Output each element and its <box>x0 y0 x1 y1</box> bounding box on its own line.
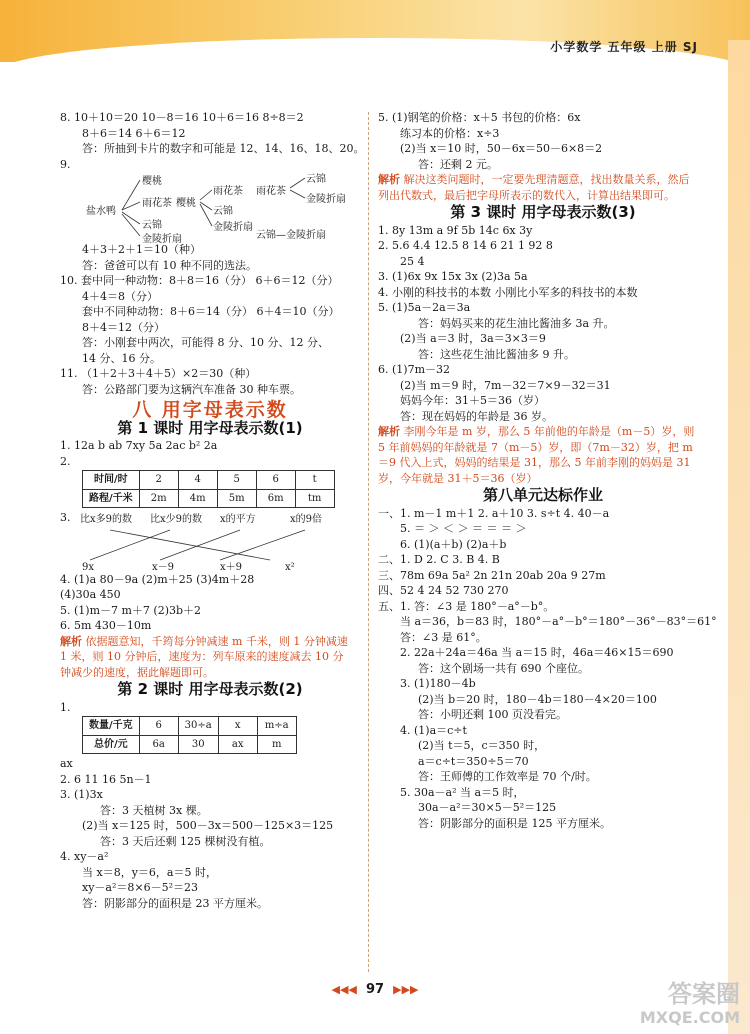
answer-line: (2)当 b＝20 时，180－4b＝180－4×20＝100 <box>418 692 657 706</box>
answer-line: (4)30a 450 <box>60 588 121 601</box>
answer-line: (2)当 x＝125 时，500－3x＝500－125×3＝125 <box>82 819 334 832</box>
tree-node: 雨花茶 <box>213 186 243 197</box>
answer-line: 11. （1＋2＋3＋4＋5）×2＝30（种） <box>60 367 257 380</box>
analysis-text: 依据题意知，千筠每分钟减速 m 千米，则 1 分钟减速 1 米，则 10 分钟后，速度为：列车原来的速度减去 10 分钟减少的速度，据此解题即可。 <box>60 634 348 679</box>
tree-node: 金陵折扇 <box>213 222 253 233</box>
answer-line: 答：3 天后还剩 125 棵树没有植。 <box>100 834 271 848</box>
page-header <box>0 0 750 62</box>
answer-line: 答：还剩 2 元。 <box>418 157 498 171</box>
table-cell: 时间/时 <box>83 471 140 490</box>
match-top: 比x少9的数 <box>150 513 203 525</box>
table-cell: 2 <box>139 471 178 490</box>
answer-line: 答：这些花生油比酱油多 9 升。 <box>418 347 575 361</box>
answer-line: 2. 6 11 16 5n－1 <box>60 772 152 786</box>
table-cell: 6 <box>256 471 295 490</box>
answer-line: 9. <box>60 157 71 171</box>
tree-node: 云锦 <box>142 220 162 231</box>
page-footer <box>0 982 750 997</box>
table-cell: t <box>295 471 334 490</box>
lesson-title: 第 3 课时 用字母表示数(3) <box>450 203 636 221</box>
answer-line: 1. 8y 13m a 9f 5b 14c 6x 3y <box>378 223 533 237</box>
tree-node: 樱桃 <box>142 176 162 187</box>
table-cell: m÷a <box>257 717 296 736</box>
unit-title: 第八单元达标作业 <box>482 486 603 504</box>
answer-line: 答：阴影部分的面积是 125 平方厘米。 <box>418 816 611 830</box>
analysis-label: 解析 <box>378 173 400 186</box>
answer-line: 14 分、16 分。 <box>82 351 161 365</box>
answer-line: 2. 5.6 4.4 12.5 8 14 6 21 1 92 8 <box>378 239 553 252</box>
answer-line: 2. <box>60 454 71 468</box>
watermark-line: MXQE.COM <box>639 1008 740 1027</box>
tree-node: 雨花茶 <box>256 186 286 197</box>
chapter-title: 八 用字母表示数 <box>132 399 288 421</box>
prev-arrows-icon: ◀◀◀ <box>331 983 357 996</box>
table-cell: 数量/千克 <box>83 717 140 736</box>
table-cell: 2m <box>139 489 178 508</box>
left-column <box>60 110 365 911</box>
answer-line: 4. (1)a＝c÷t <box>400 723 467 737</box>
analysis-text: 李刚今年是 m 岁，那么 5 年前他的年龄是（m－5）岁，则 5 年前妈妈的年龄就是 7（m－5）岁，即（7m－32）岁，把 m＝9 代入上式，妈妈的结果是 31，那么 5 年前李刚的妈妈是 31 岁，今年就是 31＋5＝36（岁） <box>378 425 695 485</box>
match-bottom: 9x <box>82 561 95 573</box>
answer-line: 5. (1)钢笔的价格：x＋5 书包的价格：6x <box>378 111 581 124</box>
answer-line: 答：爸爸可以有 10 种不同的选法。 <box>82 258 257 272</box>
column-divider <box>368 112 369 972</box>
answer-line: 4＋3＋2＋1＝10（种） <box>82 243 201 256</box>
answer-line: (2)当 a＝3 时，3a＝3×3＝9 <box>400 332 546 345</box>
answer-line: 25 4 <box>400 254 425 268</box>
analysis-text: 解决这类问题时，一定要先理清题意，找出数量关系，然后列出代数式，最后把字母所表示的数代入，计算出结果即可。 <box>378 173 690 202</box>
tree-node: 云锦 <box>213 206 233 217</box>
match-top: x的平方 <box>220 513 256 525</box>
tree-node: 云锦—金陵折扇 <box>256 230 326 241</box>
table-cell: 30÷a <box>178 717 218 736</box>
answer-line: 8＋6＝14 6＋6＝12 <box>82 126 186 140</box>
answer-line: 5. 30a－a² 当 a＝5 时， <box>400 785 525 799</box>
answer-line: 答：所抽到卡片的数字和可能是 12、14、16、18、20。 <box>82 142 365 155</box>
table-cell: 6a <box>139 735 178 754</box>
answer-line: 答：阴影部分的面积是 23 平方厘米。 <box>82 896 268 910</box>
answer-line: 答：3 天植树 3x 棵。 <box>100 803 208 817</box>
answer-line: 30a－a²＝30×5－5²＝125 <box>418 801 557 814</box>
table-cell: 5 <box>217 471 256 490</box>
table-cell: 6m <box>256 489 295 508</box>
answer-line: 6. (1)(a＋b) (2)a＋b <box>400 537 507 551</box>
answer-line: 当 x＝8，y＝6，a＝5 时， <box>82 865 217 879</box>
answer-line: 8. 10＋10＝20 10－8＝16 10＋6＝16 8÷8＝2 <box>60 111 304 124</box>
lesson-title: 第 2 课时 用字母表示数(2) <box>117 680 303 698</box>
lesson-title: 第 1 课时 用字母表示数(1) <box>117 418 303 437</box>
answer-line: 答：公路部门要为这辆汽车准备 30 种车票。 <box>82 382 301 396</box>
answer-line: 3. (1)3x <box>60 788 103 801</box>
table-cell: 4 <box>178 471 217 490</box>
answer-line: 2. 22a＋24a＝46a 当 a＝15 时，46a＝46×15＝690 <box>400 646 674 659</box>
answer-line: 答：这个剧场一共有 690 个座位。 <box>418 661 589 675</box>
answer-line: 6. 5m 430－10m <box>60 619 152 632</box>
answer-line: 4. 小刚的科技书的本数 小刚比小军多的科技书的本数 <box>378 285 638 299</box>
answer-line: 4. xy－a² <box>60 850 109 863</box>
answer-line: 1. <box>60 700 71 714</box>
right-column <box>378 110 717 831</box>
answer-line: 5. ＝ ＞ ＜ ＞ ＝ ＝ ＝ ＞ <box>400 522 527 535</box>
answer-line: 10. 套中同一种动物：8＋8＝16（分） 6＋6＝12（分） <box>60 274 339 287</box>
match-bottom: x² <box>285 561 295 573</box>
table-cell: 5m <box>217 489 256 508</box>
table-cell: 30 <box>178 735 218 754</box>
answer-line: 答：小明还剩 100 页没看完。 <box>418 708 567 721</box>
answer-line: 套中不同种动物：8＋6＝14（分） 6＋4＝10（分） <box>82 305 340 318</box>
tree-node: 云锦 <box>306 174 326 185</box>
tree-diagram <box>60 172 360 245</box>
table-cell: 总价/元 <box>83 735 140 754</box>
answer-line: a＝c÷t＝350÷5＝70 <box>418 754 529 768</box>
answer-line: 3. (1)180－4b <box>400 677 476 690</box>
answer-line: 答：小刚套中两次，可能得 8 分、10 分、12 分、 <box>82 336 329 349</box>
answer-line: 4. (1)a 80－9a (2)m＋25 (3)4m＋28 <box>60 572 255 586</box>
table-cell: m <box>257 735 296 754</box>
watermark-line: 答案圈 <box>668 980 740 1008</box>
match-top: x的9倍 <box>290 513 323 525</box>
answer-line: 答：∠3 是 61°。 <box>400 630 487 644</box>
answer-line: 五、1. 答：∠3 是 180°－a°－b°。 <box>378 599 555 613</box>
answer-line: 3. <box>60 511 71 524</box>
answer-line: 当 a＝36，b＝83 时，180°－a°－b°＝180°－36°－83°＝61° <box>400 615 717 628</box>
tree-node: 金陵折扇 <box>142 234 182 245</box>
table-cell: ax <box>218 735 257 754</box>
next-arrows-icon: ▶▶▶ <box>393 983 419 996</box>
analysis-block <box>60 634 350 681</box>
tree-node: 樱桃 <box>176 198 196 209</box>
answer-line: 1. 12a b ab 7xy 5a 2ac b² 2a <box>60 439 218 452</box>
tree-root: 盐水鸭 <box>86 206 116 217</box>
answer-line: 3. (1)6x 9x 15x 3x (2)3a 5a <box>378 270 528 283</box>
tree-node: 金陵折扇 <box>306 194 346 205</box>
match-bottom: x＋9 <box>220 561 243 573</box>
answer-line: 答：王师傅的工作效率是 70 个/时。 <box>418 770 597 783</box>
answer-line: 答：妈妈买来的花生油比酱油多 3a 升。 <box>418 316 615 330</box>
match-top: 比x多9的数 <box>80 513 133 525</box>
answer-line: xy－a²＝8×6－5²＝23 <box>82 881 199 894</box>
answer-line: 5. (1)5a－2a＝3a <box>378 301 471 314</box>
time-distance-table <box>82 470 335 508</box>
analysis-label: 解析 <box>378 425 400 438</box>
answer-line: (2)当 x＝10 时，50－6x＝50－6×8＝2 <box>400 142 603 155</box>
tree-node: 雨花茶 <box>142 198 172 209</box>
table-cell: 6 <box>139 717 178 736</box>
analysis-block <box>378 172 698 203</box>
answer-line: 6. (1)7m－32 <box>378 363 450 376</box>
matching-diagram <box>60 513 360 573</box>
answer-line: 一、1. m－1 m＋1 2. a＋10 3. s÷t 4. 40－a <box>378 506 610 520</box>
match-bottom: x－9 <box>152 561 175 573</box>
answer-line: 练习本的价格：x÷3 <box>400 126 500 140</box>
answer-line: 答：现在妈妈的年龄是 36 岁。 <box>400 409 553 423</box>
table-cell: tm <box>295 489 334 508</box>
table-cell: 路程/千米 <box>83 489 140 508</box>
answer-line: (2)当 m＝9 时，7m－32＝7×9－32＝31 <box>400 378 611 392</box>
answer-line: 妈妈今年：31＋5＝36（岁） <box>400 394 545 407</box>
answer-line: 三、78m 69a 5a² 2n 21n 20ab 20a 9 27m <box>378 568 606 582</box>
table-cell: x <box>218 717 257 736</box>
header-label: 小学数学 五年级 上册 SJ <box>550 40 698 54</box>
analysis-block <box>378 424 698 486</box>
watermark <box>640 982 740 1030</box>
table-cell: 4m <box>178 489 217 508</box>
right-sidebar-strip <box>728 40 750 1034</box>
analysis-label: 解析 <box>60 634 82 648</box>
answer-line: (2)当 t＝5，c＝350 时， <box>418 739 546 752</box>
answer-line: 8＋4＝12（分） <box>82 320 165 334</box>
answer-line: ax <box>60 757 73 770</box>
matching-lines <box>60 526 350 572</box>
quantity-price-table <box>82 716 297 754</box>
answer-line: 5. (1)m－7 m＋7 (2)3b＋2 <box>60 603 202 617</box>
answer-line: 四、52 4 24 52 730 270 <box>378 584 509 597</box>
page-number: 97 <box>365 982 385 997</box>
answer-line: 二、1. D 2. C 3. B 4. B <box>378 553 500 566</box>
answer-line: 4＋4＝8（分） <box>82 289 158 303</box>
